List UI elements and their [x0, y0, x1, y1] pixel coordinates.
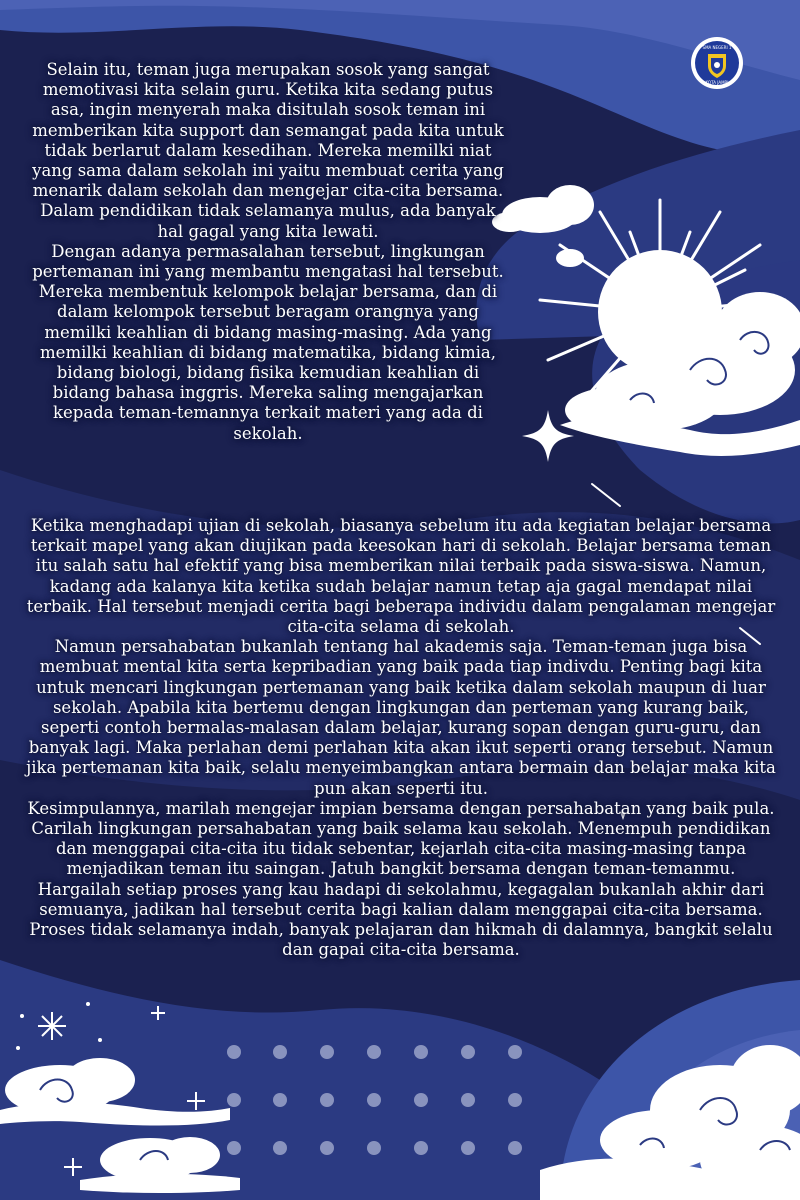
- logo-text-bottom: KOTA JAMBI: [705, 80, 729, 85]
- paragraph-study-group: Dengan adanya permasalahan tersebut, lingkungan pertemanan ini yang membantu mengatasi hal tersebut. Mereka membentuk kelompok belajar bersama, dan di dalam kelompok tersebut beragam orangnya yang memilki keahlian di bidang masing-masing. Ada yang memilki keahlian di bidang matematika, bidang kimia, bidang biologi, bidang fisika kemudian keahlian di bidang bahasa inggris. Mereka saling mengajarkan kepada teman-temannya terkait materi yang ada di sekolah.: [32, 241, 504, 443]
- top-text-block: [28, 60, 508, 444]
- logo-text-top: SMA NEGERI 1: [702, 45, 732, 50]
- school-logo: [690, 36, 744, 90]
- paragraph-exam: Ketika menghadapi ujian di sekolah, biasanya sebelum itu ada kegiatan belajar bersama terkait mapel yang akan diujikan pada keesokan hari di sekolah. Belajar bersama teman itu salah satu hal efektif yang bisa memberikan nilai terbaik pada siswa-siswa. Namun, kadang ada kalanya kita ketika sudah belajar namun tetap aja gagal mendapat nilai terbaik. Hal tersebut menjadi cerita bagi beberapa individu dalam pengalaman mengejar cita-cita selama di sekolah.: [26, 516, 776, 637]
- bottom-text-block: [26, 516, 776, 960]
- paragraph-motivation: Selain itu, teman juga merupakan sosok yang sangat memotivasi kita selain guru. Ketika kita sedang putus asa, ingin menyerah maka disitulah sosok teman ini memberikan kita support dan semangat pada kita untuk tidak berlarut dalam kesedihan. Mereka memilki niat yang sama dalam sekolah ini yaitu membuat cerita yang menarik dalam sekolah dan mengejar cita-cita bersama. Dalam pendidikan tidak selamanya mulus, ada banyak hal gagal yang kita lewati.: [32, 60, 504, 241]
- paragraph-conclusion: Kesimpulannya, marilah mengejar impian bersama dengan persahabatan yang baik pula. Carilah lingkungan persahabatan yang baik selama kau sekolah. Menempuh pendidikan dan menggapai cita-cita itu tidak sebentar, kejarlah cita-cita masing-masing tanpa menjadikan teman itu saingan. Jatuh bangkit bersama dengan teman-temanmu. Hargailah setiap proses yang kau hadapi di sekolahmu, kegagalan bukanlah akhir dari semuanya, jadikan hal tersebut cerita bagi kalian dalam menggapai cita-cita bersama. Proses tidak selamanya indah, banyak pelajaran dan hikmah di dalamnya, bangkit selalu dan gapai cita-cita bersama.: [27, 798, 775, 960]
- paragraph-friendship: Namun persahabatan bukanlah tentang hal akademis saja. Teman-teman juga bisa membuat mental kita serta kepribadian yang baik pada tiap indivdu. Penting bagi kita untuk mencari lingkungan pertemanan yang baik ketika dalam sekolah maupun di luar sekolah. Apabila kita bertemu dengan lingkungan dan perteman yang kurang baik, seperti contoh bermalas-malasan dalam belajar, kurang sopan dengan guru-guru, dan banyak lagi. Maka perlahan demi perlahan kita akan ikut seperti orang tersebut. Namun jika pertemanan kita baik, selalu menyeimbangkan antara bermain dan belajar maka kita pun akan seperti itu.: [26, 637, 776, 798]
